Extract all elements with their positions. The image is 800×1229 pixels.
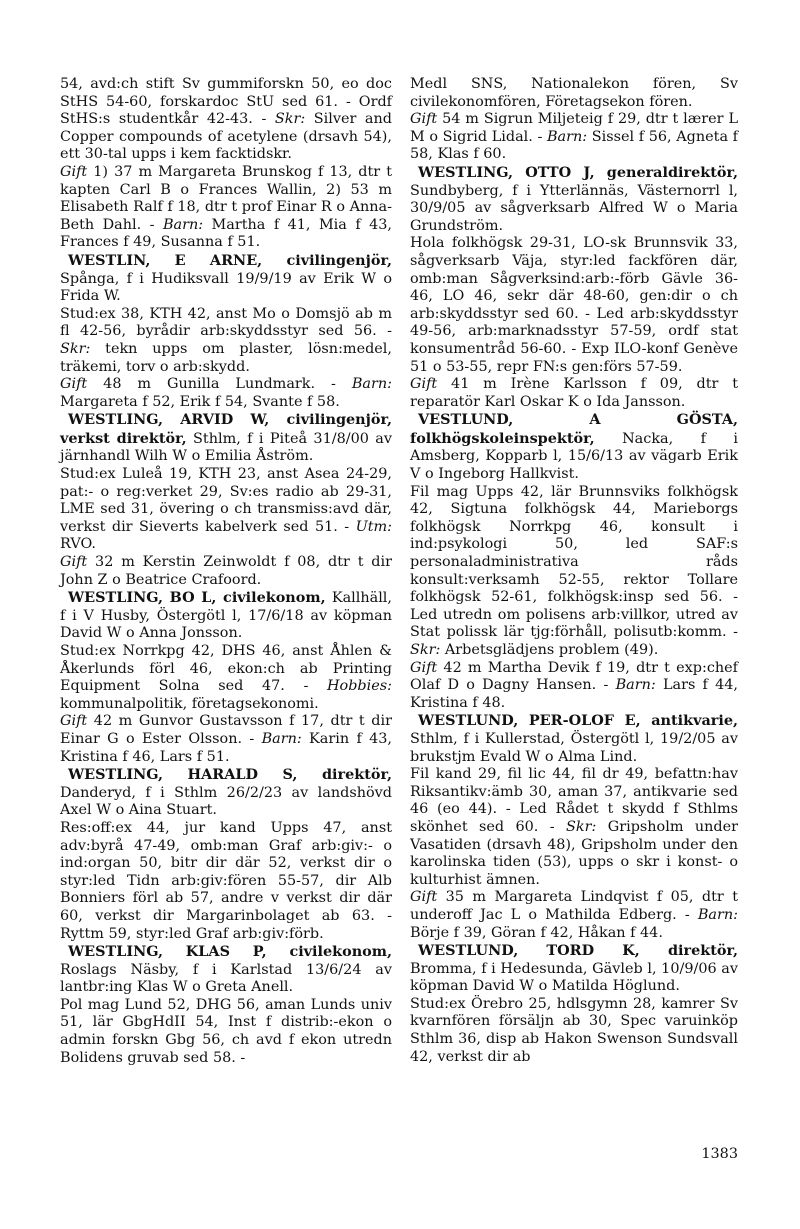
entry-text: 35 m Margareta Lindqvist f 05, dtr t underoff Jac L o Mathilda Edberg. - [410, 889, 738, 923]
biography-paragraph [60, 997, 392, 1067]
italic-label: Barn: [697, 906, 738, 923]
entry-text: Martha f 41, Mia f 43, Frances f 49, Susanna f 51. [60, 216, 392, 251]
entry-text: 42 m Martha Devik f 19, dtr t exp:chef Olaf D o Dagny Hansen. - [410, 659, 738, 694]
biography-entry-heading [410, 411, 738, 483]
biography-entry-heading [60, 252, 392, 306]
biography-paragraph [410, 376, 738, 411]
biography-paragraph [410, 76, 738, 111]
italic-label: Barn: [546, 128, 588, 145]
entry-text: 54, avd:ch stift Sv gummiforskn 50, eo doc StHS 54-60, forskardoc StU sed 61. - Ordf StHS:s studentkår 42-43. - [60, 76, 392, 128]
person-name-title: WESTLING, ARVID W, civilingenjör, verkst direktör, [60, 411, 392, 447]
entry-text: Gripsholm under Vasatiden (drsavh 48), Gripsholm under den karolinska tiden (53), upps o skr i konst- o kulturhist ämnen. [410, 818, 738, 888]
italic-label: Gift [410, 111, 438, 128]
entry-text: Medl SNS, Nationalekon fören, Sv civilekonomfören, Företagsekon fören. [410, 76, 738, 110]
entry-text: kommunalpolitik, företagsekonomi. [60, 695, 319, 712]
biography-paragraph [60, 306, 392, 376]
entry-text: tekn upps om plaster, lösn:medel, träkemi, torv o arb:skydd. [60, 340, 392, 375]
biography-paragraph [60, 713, 392, 766]
italic-label: Gift [410, 889, 438, 906]
italic-label: Barn: [261, 730, 302, 747]
entry-text: Karin f 43, Kristina f 46, Lars f 51. [60, 730, 392, 765]
italic-label: Gift [410, 659, 438, 676]
entry-text: Danderyd, f i Sthlm 26/2/23 av landshövd Axel W o Aina Stuart. [60, 784, 392, 819]
entry-text: Res:off:ex 44, jur kand Upps 47, anst adv:byrå 47-49, omb:man Graf arb:giv:- o ind:organ 50, bitr dir där 52, verkst dir o styr:led Tidn arb:giv:fören 55-57, dir Alb Bonniers förl ab 57, andre v verkst dir där 60, verkst dir Margarinbolaget ab 63. - Ryttm 59, styr:led Graf arb:giv:förb. [60, 819, 392, 942]
entry-text: 41 m Irène Karlsson f 09, dtr t reparatör Karl Oskar K o Ida Jansson. [410, 376, 738, 410]
biography-paragraph [410, 235, 738, 376]
italic-label: Hobbies: [327, 678, 392, 695]
person-name-title: WESTLUND, PER-OLOF E, antikvarie, [418, 712, 738, 730]
italic-label: Gift [60, 713, 88, 730]
biography-paragraph [60, 76, 392, 164]
italic-label: Skr: [566, 818, 597, 835]
entry-text: Kallhäll, f i V Husby, Östergötl l, 17/6/18 av köpman David W o Anna Jonsson. [60, 590, 392, 642]
biography-paragraph [410, 484, 738, 660]
entry-text: Sundbyberg, f i Ytterlännäs, Västernorrl l, 30/9/05 av sågverksarb Alfred W o Maria Grundström. [410, 182, 738, 234]
italic-label: Skr: [274, 111, 306, 128]
entry-text: 42 m Gunvor Gustavsson f 17, dtr t dir Einar G o Ester Olsson. - [60, 713, 392, 747]
entry-text: Börje f 39, Göran f 42, Håkan f 44. [410, 924, 663, 941]
italic-label: Gift [410, 376, 438, 393]
biography-entry-heading [410, 712, 738, 766]
biography-paragraph [410, 889, 738, 942]
entry-text: Stud:ex Luleå 19, KTH 23, anst Asea 24-29, pat:- o reg:verket 29, Sv:es radio ab 29-31, LME sed 31, övering o ch transmiss:avd där, verkst dir Sieverts kabelverk sed 51. - [60, 466, 392, 535]
entry-text: Silver and Copper compounds of acetylene (drsavh 54), ett 30-tal upps i kem facktidskr. [60, 111, 392, 163]
person-name-title: WESTLING, KLAS P, civilekonom, [68, 943, 392, 961]
biography-paragraph [60, 554, 392, 589]
biography-entry-heading [60, 589, 392, 643]
person-name-title: WESTLIN, E ARNE, civilingenjör, [68, 251, 392, 269]
biography-paragraph [60, 376, 392, 411]
entry-text: Sthlm, f i Kullerstad, Östergötl l, 19/2/05 av brukstjm Evald W o Alma Lind. [410, 730, 738, 765]
entry-text: Nacka, f i Amsberg, Kopparb l, 15/6/13 av vägarb Erik V o Ingeborg Hallkvist. [410, 430, 738, 483]
biography-paragraph [410, 111, 738, 164]
italic-label: Skr: [60, 340, 91, 357]
entry-text: Roslags Näsby, f i Karlstad 13/6/24 av lantbr:ing Klas W o Greta Anell. [60, 961, 392, 996]
entry-text: Margareta f 52, Erik f 54, Svante f 58. [60, 393, 340, 410]
biography-paragraph [60, 164, 392, 252]
entry-text: Hola folkhögsk 29-31, LO-sk Brunnsvik 33, sågverksarb Väja, styr:led fackfören där, omb:man Sågverksind:arb:-förb Gävle 36-46, LO 46, sekr där 48-60, gen:dir o ch arb:skyddsstyr sed 60. - Led arb:skyddsstyr 49-56, arb:marknadsstyr 57-59, ordf stat konsumentråd 56-60. - Exp ILO-konf Genève 51 o 53-55, repr FN:s gen:förs 57-59. [410, 235, 738, 375]
entry-text: RVO. [60, 536, 96, 553]
entry-text: Lars f 44, Kristina f 48. [410, 677, 738, 711]
biography-paragraph [60, 466, 392, 554]
biography-paragraph [410, 766, 738, 889]
biography-paragraph [60, 820, 392, 943]
entry-text: 48 m Gunilla Lundmark. - [87, 376, 352, 393]
biography-entry-heading [410, 942, 738, 996]
entry-text: Sthlm, f i Piteå 31/8/00 av järnhandl Wilh W o Emilia Åström. [60, 430, 392, 465]
person-name-title: WESTLING, BO L, civilekonom, [68, 589, 326, 607]
person-name-title: VESTLUND, A GÖSTA, folkhögskoleinspektör, [410, 411, 738, 447]
right-column [410, 76, 738, 1066]
biography-entry-heading [60, 766, 392, 820]
italic-label: Skr: [410, 642, 441, 658]
entry-text: Bromma, f i Hedesunda, Gävleb l, 10/9/06 av köpman David W o Matilda Höglund. [410, 960, 738, 995]
entry-text: Stud:ex 38, KTH 42, anst Mo o Domsjö ab m fl 42-56, byrådir arb:skyddsstyr sed 56. - [60, 305, 392, 340]
entry-text: Stud:ex Norrkpg 42, DHS 46, anst Åhlen & Åkerlunds förl 46, ekon:ch ab Printing Equipment Solna sed 47. - [60, 643, 392, 695]
entry-text: Fil kand 29, fil lic 44, fil dr 49, befattn:hav Riksantikv:ämb 30, aman 37, antikvarie sed 46 (eo 44). - Led Rådet t skydd f Sthlms skönhet sed 60. - [410, 766, 738, 835]
biography-entry-heading [60, 943, 392, 997]
entry-text: Pol mag Lund 52, DHG 56, aman Lunds univ 51, lär GbgHdII 54, Inst f distrib:-ekon o admin forskn Gbg 56, ch avd f ekon utredn Bolidens gruvab sed 58. - [60, 996, 392, 1066]
italic-label: Gift [60, 376, 88, 393]
entry-text: Sissel f 56, Agneta f 58, Klas f 60. [410, 128, 738, 163]
biography-entry-heading [60, 411, 392, 466]
person-name-title: WESTLING, HARALD S, direktör, [68, 766, 392, 784]
entry-text: Stud:ex Örebro 25, hdlsgymn 28, kamrer Sv kvarnfören försäljn ab 30, Spec varuinköp Sthlm 36, disp ab Hakon Swenson Sundsvall 42, verkst dir ab [410, 995, 738, 1065]
biography-paragraph [410, 996, 738, 1066]
biography-entry-heading [410, 164, 738, 235]
entry-text: 1) 37 m Margareta Brunskog f 13, dtr t kapten Carl B o Frances Wallin, 2) 53 m Elisabeth Ralf f 18, dtr t prof Einar R o Anna-Beth Dahl. - [60, 163, 392, 233]
italic-label: Barn: [162, 216, 204, 233]
biography-paragraph [60, 643, 392, 713]
italic-label: Barn: [615, 677, 656, 694]
entry-text: 54 m Sigrun Miljeteig f 29, dtr t lærer L M o Sigrid Lidal. - [410, 111, 738, 145]
person-name-title: WESTLING, OTTO J, generaldirektör, [418, 163, 738, 181]
italic-label: Barn: [351, 376, 392, 393]
entry-text: 32 m Kerstin Zeinwoldt f 08, dtr t dir John Z o Beatrice Crafoord. [60, 554, 392, 588]
italic-label: Utm: [355, 518, 392, 535]
page-number: 1383 [701, 1146, 738, 1162]
entry-text: Arbetsglädjens problem (49). [440, 642, 659, 658]
entry-text: Spånga, f i Hudiksvall 19/9/19 av Erik W o Frida W. [60, 270, 392, 305]
biography-paragraph [410, 660, 738, 713]
left-column [60, 76, 392, 1067]
entry-text: Fil mag Upps 42, lär Brunnsviks folkhögsk 42, Sigtuna folkhögsk 44, Marieborgs folkhögsk Norrkpg 46, konsult i ind:psykologi 50, led SAF:s personaladministrativa råds konsult:verksamh 52-55, rektor Tollare folkhögsk 52-61, folkhögsk:insp sed 56. - Led utredn om polisens arb:villkor, utred av Stat polissk lär tjg:förhåll, polisutb:komm. - [410, 483, 738, 641]
person-name-title: WESTLUND, TORD K, direktör, [418, 942, 738, 960]
italic-label: Gift [60, 554, 88, 571]
italic-label: Gift [60, 163, 88, 180]
